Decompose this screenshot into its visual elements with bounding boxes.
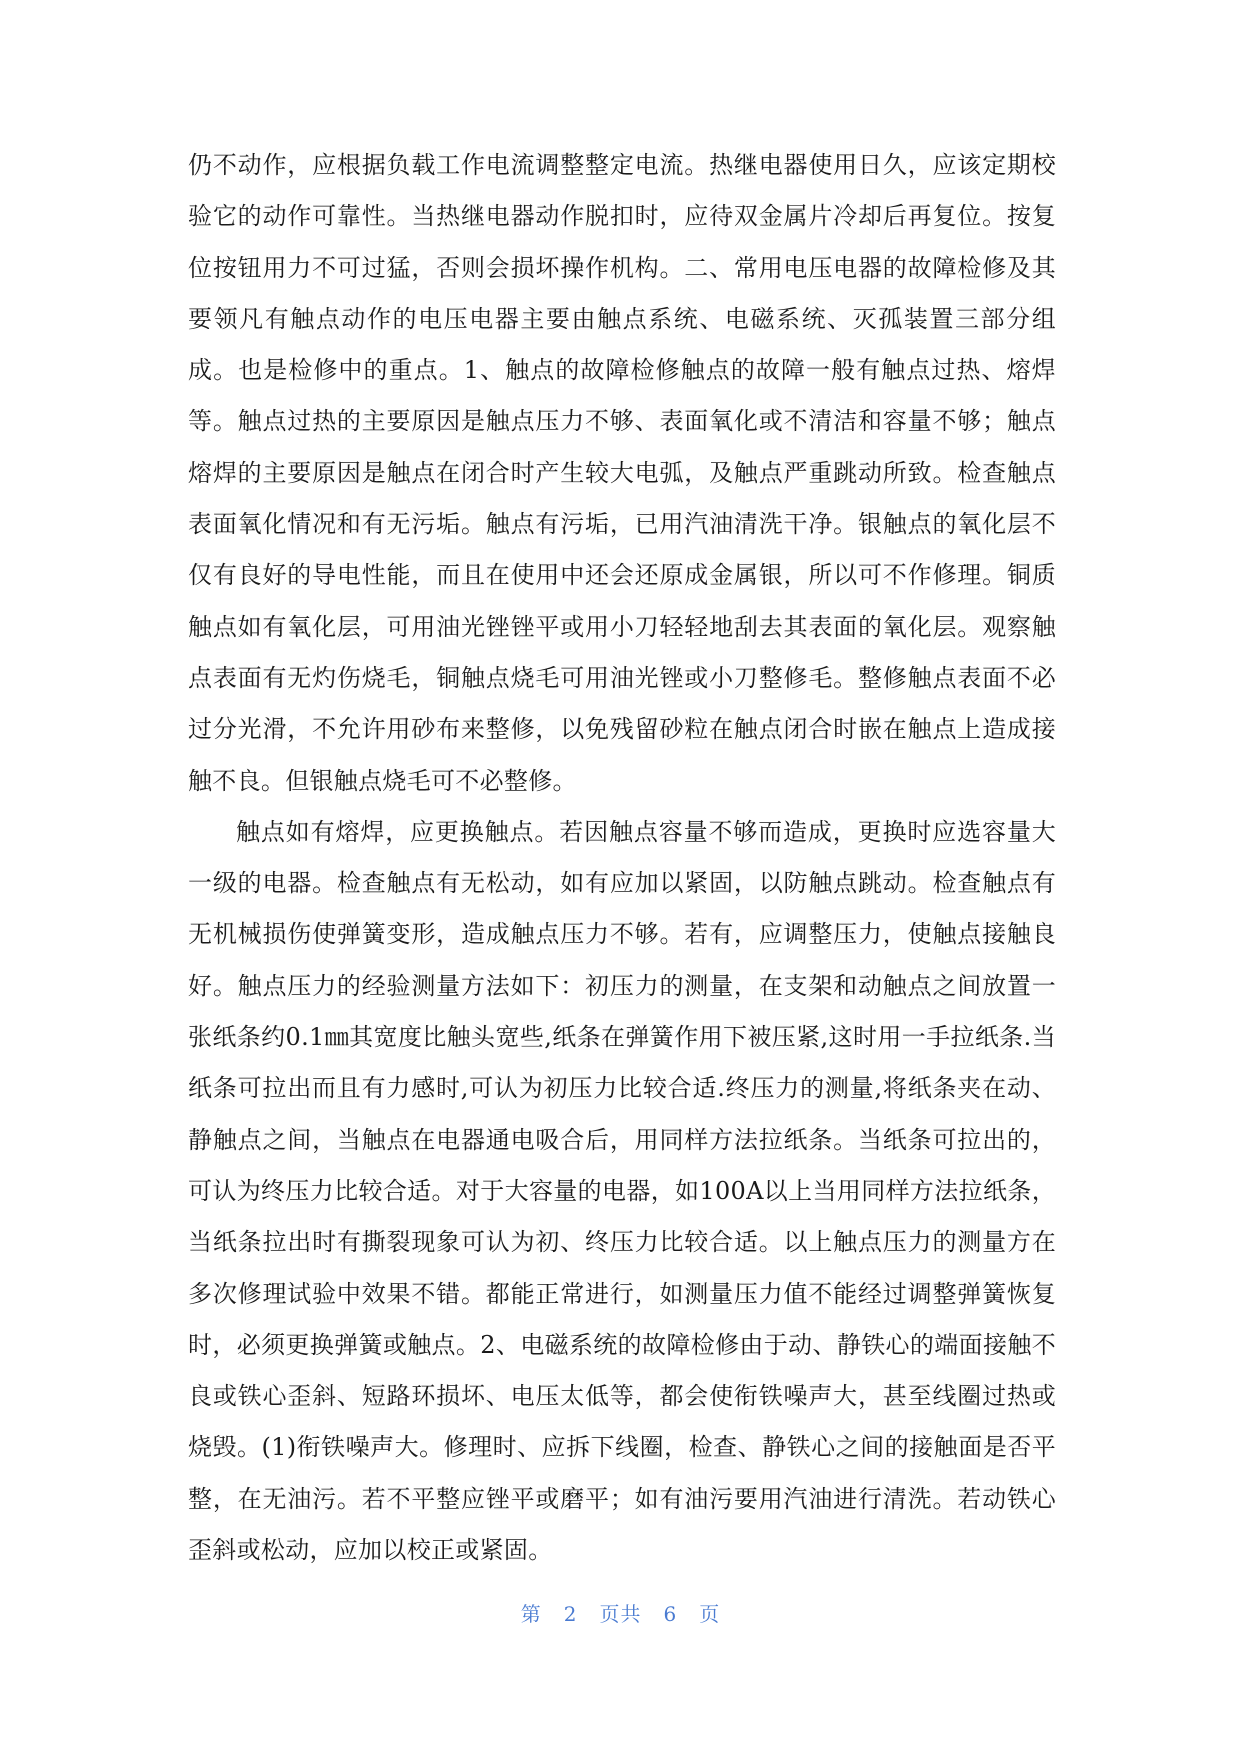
- page-footer: [0, 1598, 1241, 1627]
- footer-suffix: 页: [699, 1602, 721, 1626]
- footer-middle: 页共: [599, 1602, 642, 1626]
- body-text: [188, 140, 1056, 1576]
- footer-total-pages: 6: [663, 1602, 678, 1626]
- paragraph-1: 仍不动作，应根据负载工作电流调整整定电流。热继电器使用日久，应该定期校验它的动作可靠性。当热继电器动作脱扣时，应待双金属片冷却后再复位。按复位按钮用力不可过猛，否则会损坏操作机构。二、常用电压电器的故障检修及其要领凡有触点动作的电压电器主要由触点系统、电磁系统、灭孤装置三部分组成。也是检修中的重点。1、触点的故障检修触点的故障一般有触点过热、熔焊等。触点过热的主要原因是触点压力不够、表面氧化或不清洁和容量不够；触点熔焊的主要原因是触点在闭合时产生较大电弧，及触点严重跳动所致。检查触点表面氧化情况和有无污垢。触点有污垢，已用汽油清洗干净。银触点的氧化层不仅有良好的导电性能，而且在使用中还会还原成金属银，所以可不作修理。铜质触点如有氧化层，可用油光锉锉平或用小刀轻轻地刮去其表面的氧化层。观察触点表面有无灼伤烧毛，铜触点烧毛可用油光锉或小刀整修毛。整修触点表面不必过分光滑，不允许用砂布来整修，以免残留砂粒在触点闭合时嵌在触点上造成接触不良。但银触点烧毛可不必整修。: [188, 151, 1056, 795]
- paragraph-2: 触点如有熔焊，应更换触点。若因触点容量不够而造成，更换时应选容量大一级的电器。检查触点有无松动，如有应加以紧固，以防触点跳动。检查触点有无机械损伤使弹簧变形，造成触点压力不够。若有，应调整压力，使触点接触良好。触点压力的经验测量方法如下：初压力的测量，在支架和动触点之间放置一张纸条约0.1㎜其宽度比触头宽些,纸条在弹簧作用下被压紧,这时用一手拉纸条.当纸条可拉出而且有力感时,可认为初压力比较合适.终压力的测量,将纸条夹在动、静触点之间，当触点在电器通电吸合后，用同样方法拉纸条。当纸条可拉出的，可认为终压力比较合适。对于大容量的电器，如100A以上当用同样方法拉纸条，当纸条拉出时有撕裂现象可认为初、终压力比较合适。以上触点压力的测量方在多次修理试验中效果不错。都能正常进行，如测量压力值不能经过调整弹簧恢复时，必须更换弹簧或触点。2、电磁系统的故障检修由于动、静铁心的端面接触不良或铁心歪斜、短路环损坏、电压太低等，都会使衔铁噪声大，甚至线圈过热或烧毁。(1)衔铁噪声大。修理时、应拆下线圈，检查、静铁心之间的接触面是否平整，在无油污。若不平整应锉平或磨平；如有油污要用汽油进行清洗。若动铁心歪斜或松动，应加以校正或紧固。: [188, 817, 1056, 1565]
- footer-page-number: 2: [563, 1602, 578, 1626]
- footer-prefix: 第: [520, 1602, 542, 1626]
